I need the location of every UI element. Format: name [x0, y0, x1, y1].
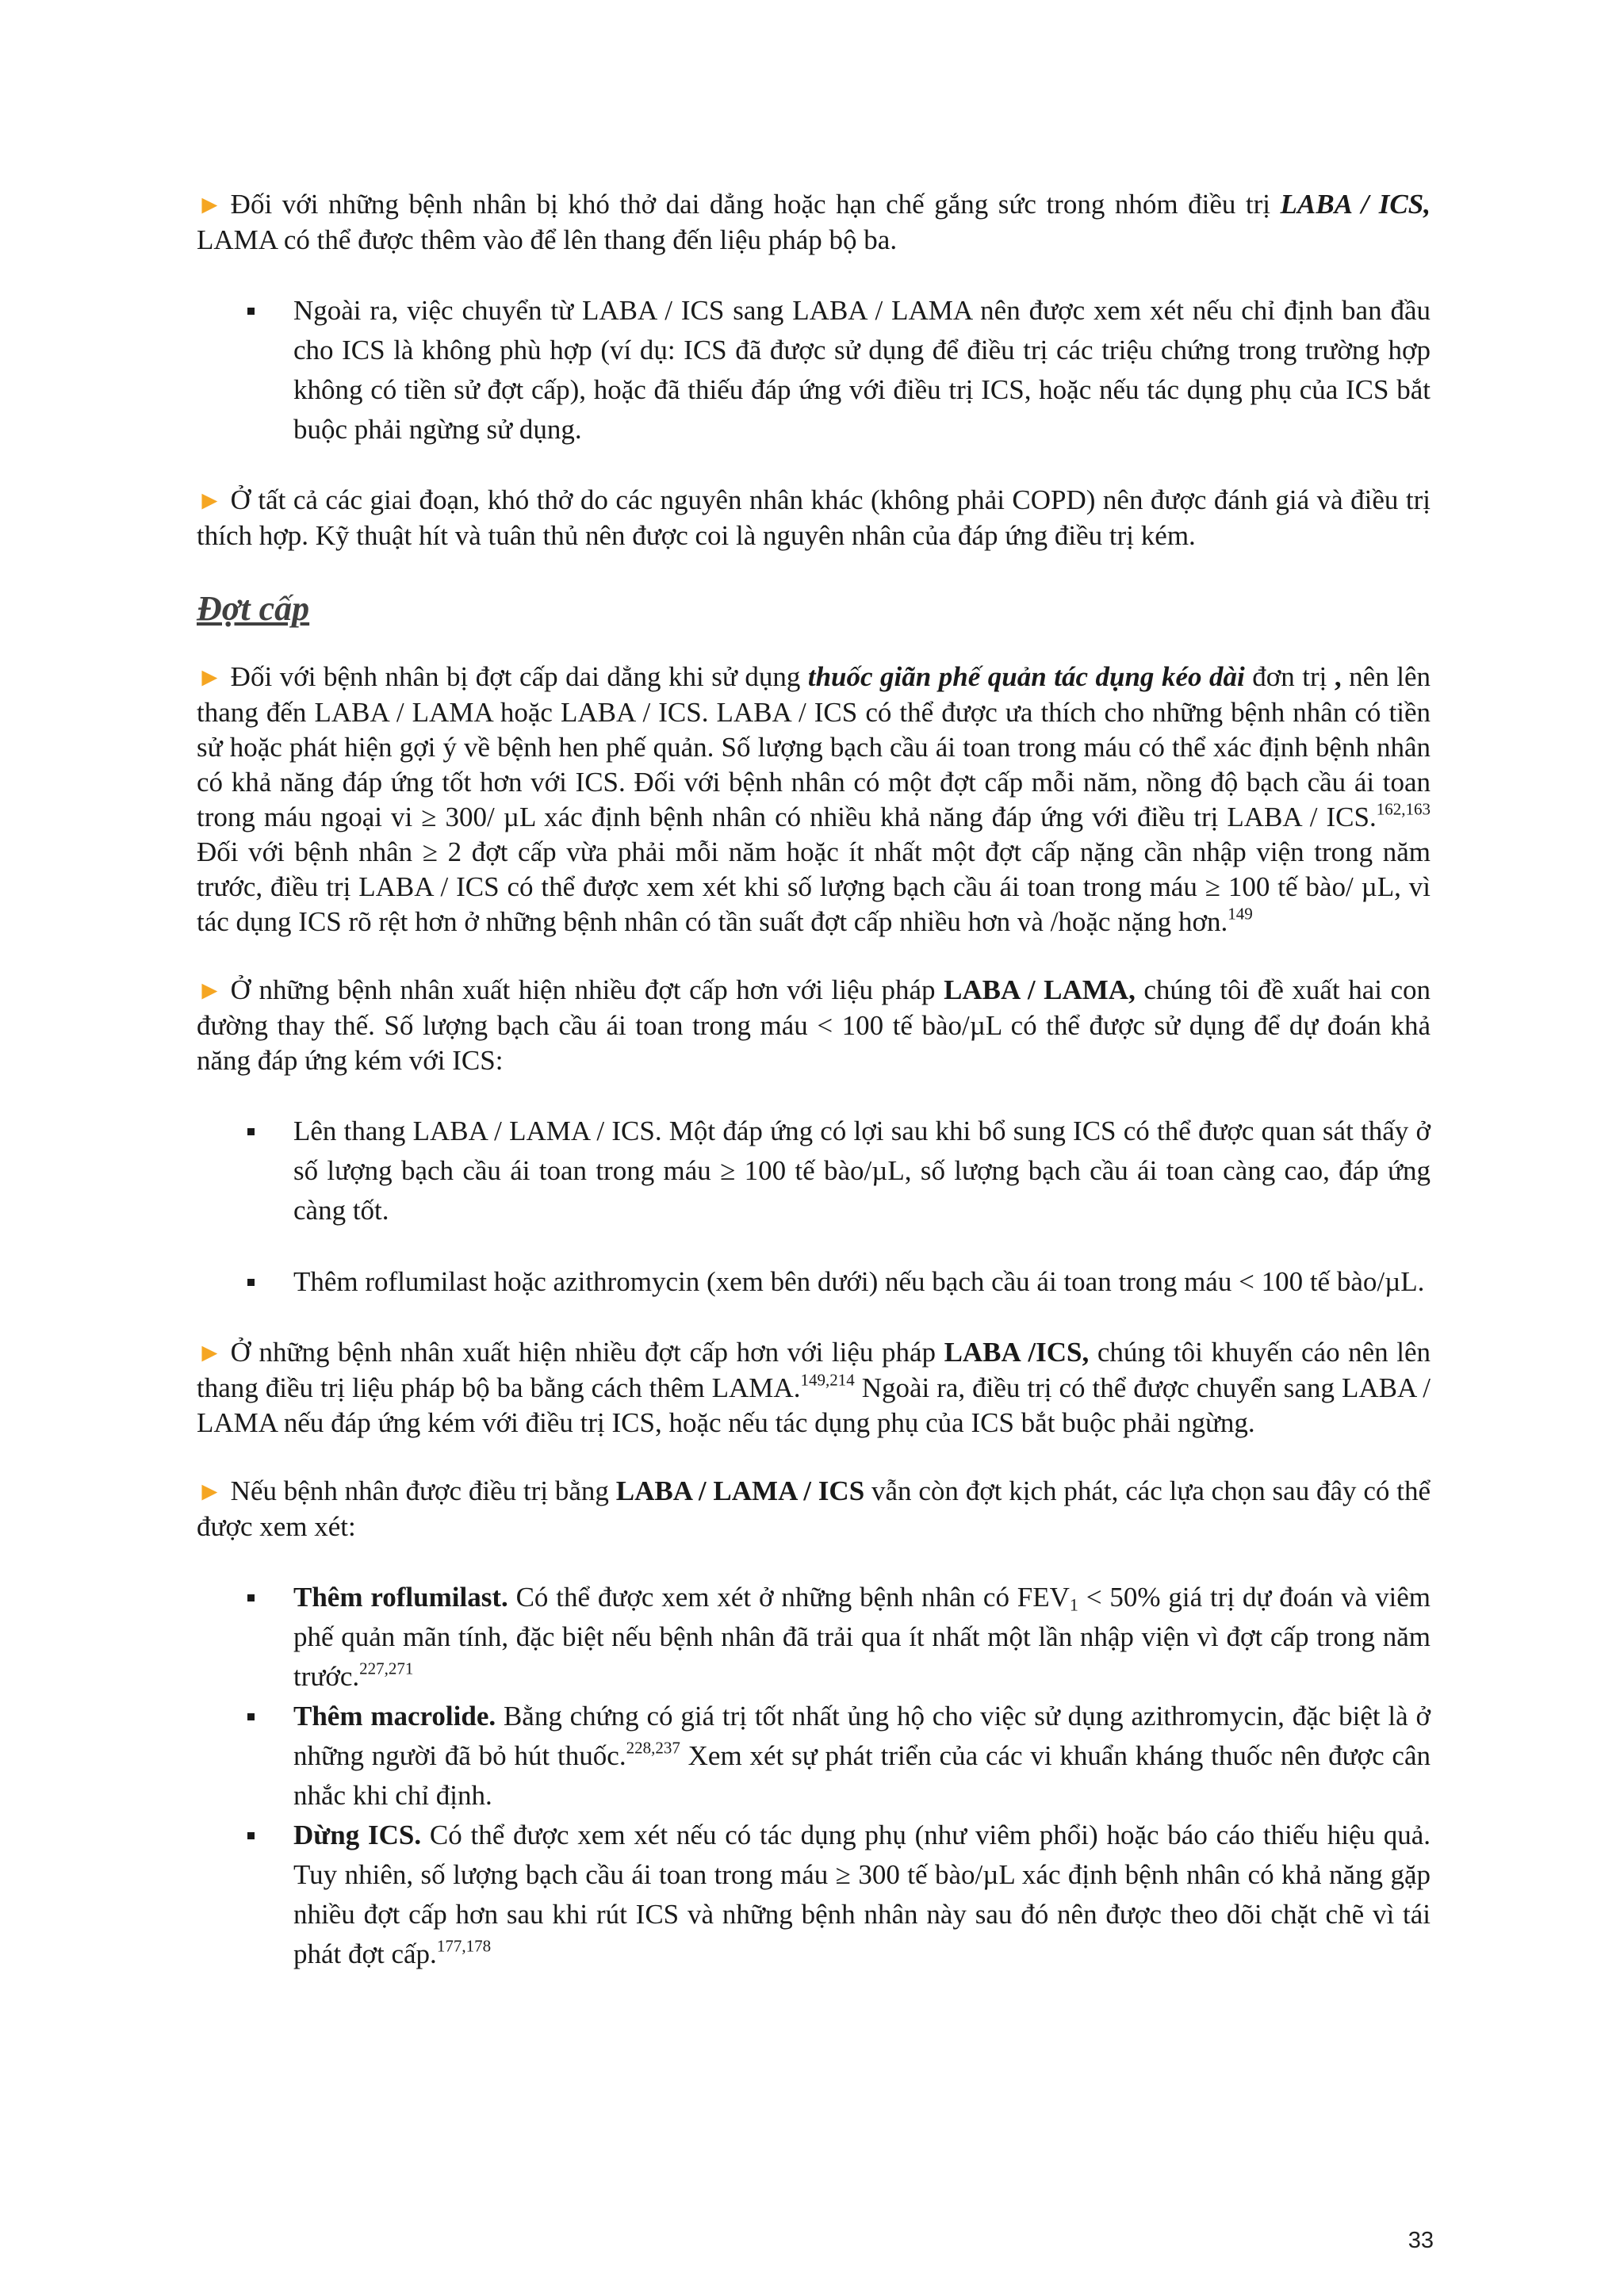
square-bullet-icon — [247, 1279, 255, 1286]
emphasis-text: , — [1334, 661, 1342, 692]
square-bullet-icon — [247, 308, 255, 315]
text: Ở những bệnh nhân xuất hiện nhiều đợt cấp hơn với liệu pháp — [230, 974, 944, 1005]
list-item — [197, 1816, 1431, 1974]
document-page — [197, 187, 1431, 2007]
text: Bằng chứng có giá trị tốt nhất ủng hộ cho việc sử dụng azithromycin, đặc biệt là ở những người đã bỏ hút thuốc. — [293, 1701, 1431, 1771]
citation-ref: 149,214 — [800, 1370, 855, 1390]
list-item-text: Ngoài ra, việc chuyển từ LABA / ICS sang LABA / LAMA nên được xem xét nếu chỉ định ban đầu cho ICS là không phù hợp (ví dụ: ICS đã được sử dụng để điều trị các triệu chứng trong trường hợp không có tiền sử đợt cấp), hoặc đã thiếu đáp ứng với điều trị ICS, hoặc nếu tác dụng phụ của ICS bắt buộc phải ngừng sử dụng. — [293, 295, 1431, 445]
list-item — [197, 291, 1431, 450]
text: Ngoài ra, điều trị có thể được chuyển sang LABA / LAMA nếu đáp ứng kém với điều trị ICS, hoặc nếu tác dụng phụ của ICS bắt buộc phải ngừng. — [197, 1372, 1431, 1438]
citation-ref: 228,237 — [626, 1738, 680, 1758]
square-bullet-icon — [247, 1594, 255, 1601]
arrow-bullet-icon: ► — [197, 1339, 223, 1368]
square-bullet-icon — [247, 1832, 255, 1839]
text: LAMA có thể được thêm vào để lên thang đến liệu pháp bộ ba. — [197, 224, 898, 255]
paragraph-triple-therapy — [197, 1474, 1431, 1544]
arrow-bullet-icon: ► — [197, 191, 223, 220]
paragraph-other-causes — [197, 483, 1431, 553]
emphasis-text: LABA / LAMA / ICS — [615, 1475, 865, 1506]
bullet-list-alternatives — [197, 1112, 1431, 1302]
list-item-text: Lên thang LABA / LAMA / ICS. Một đáp ứng có lợi sau khi bổ sung ICS có thể được quan sát thấy ở số lượng bạch cầu ái toan trong máu ≥ 100 tế bào/µL, số lượng bạch cầu ái toan càng cao, đáp ứng càng tốt. — [293, 1115, 1431, 1226]
text: nên lên thang đến LABA / LAMA hoặc LABA / ICS. LABA / ICS có thể được ưa thích cho những bệnh nhân có tiền sử hoặc phát hiện gợi ý về bệnh hen phế quản. Số lượng bạch cầu ái toan trong máu có thể xác định bệnh nhân có khả năng đáp ứng tốt hơn với ICS. Đối với bệnh nhân có một đợt cấp mỗi năm, nồng độ bạch cầu ái toan trong máu ngoại vi ≥ 300/ µL xác định bệnh nhân có nhiều khả năng đáp ứng với điều trị LABA / ICS. — [197, 661, 1431, 832]
emphasis-text: thuốc giãn phế quản tác dụng kéo dài — [807, 661, 1245, 692]
citation-ref: 177,178 — [436, 1936, 492, 1956]
text: đơn trị — [1244, 661, 1335, 692]
subscript: 1 — [1069, 1594, 1078, 1615]
citation-ref: 162,163 — [1376, 799, 1431, 819]
citation-ref: 227,271 — [359, 1659, 414, 1678]
paragraph-laba-lama — [197, 973, 1431, 1078]
text: Đối với những bệnh nhân bị khó thở dai dẳng hoặc hạn chế gắng sức trong nhóm điều trị — [230, 189, 1281, 220]
list-item-title: Thêm macrolide. — [293, 1701, 496, 1732]
text: Ở những bệnh nhân xuất hiện nhiều đợt cấp hơn với liệu pháp — [230, 1337, 944, 1368]
bullet-list-switch — [197, 291, 1431, 450]
arrow-bullet-icon: ► — [197, 977, 223, 1005]
text: Đối với bệnh nhân ≥ 2 đợt cấp vừa phải mỗi năm hoặc ít nhất một đợt cấp nặng cần nhập viện trong năm trước, điều trị LABA / ICS có thể được xem xét khi số lượng bạch cầu ái toan trong máu ≥ 100 tế bào/ µL, vì tác dụng ICS rõ rệt hơn ở những bệnh nhân có tần suất đợt cấp nhiều hơn và /hoặc nặng hơn. — [197, 836, 1431, 937]
emphasis-text: LABA / ICS, — [1280, 189, 1431, 220]
text: Xem xét sự phát triển của các vi khuẩn kháng thuốc nên được cân nhắc khi chỉ định. — [293, 1740, 1431, 1811]
arrow-bullet-icon: ► — [197, 664, 223, 692]
page-number: 33 — [1408, 2228, 1434, 2253]
citation-ref: 149 — [1228, 904, 1253, 924]
text: Nếu bệnh nhân được điều trị bằng — [230, 1475, 616, 1506]
emphasis-text: LABA / LAMA, — [944, 974, 1136, 1005]
list-item — [197, 1262, 1431, 1302]
paragraph-laba-ics — [197, 1335, 1431, 1441]
list-item — [197, 1578, 1431, 1697]
text: Đối với bệnh nhân bị đợt cấp dai dẳng khi sử dụng — [230, 661, 808, 692]
section-heading: Đợt cấp — [197, 589, 310, 628]
square-bullet-icon — [247, 1713, 255, 1720]
text: chúng tôi đề xuất hai con đường thay thế. Số lượng bạch cầu ái toan trong máu < 100 tế bào/µL có thể được sử dụng để dự đoán khả năng đáp ứng kém với ICS: — [197, 974, 1431, 1076]
emphasis-text: LABA /ICS, — [944, 1337, 1090, 1368]
text: Ở tất cả các giai đoạn, khó thở do các nguyên nhân khác (không phải COPD) nên được đánh giá và điều trị thích hợp. Kỹ thuật hít và tuân thủ nên được coi là nguyên nhân của đáp ứng điều trị kém. — [197, 484, 1431, 551]
text: Có thể được xem xét nếu có tác dụng phụ (như viêm phổi) hoặc báo cáo thiếu hiệu quả. Tuy nhiên, số lượng bạch cầu ái toan trong máu ≥ 300 tế bào/µL xác định bệnh nhân có khả năng gặp nhiều đợt cấp hơn sau khi rút ICS và những bệnh nhân này sau đó nên được theo dõi chặt chẽ vì tái phát đợt cấp. — [293, 1820, 1431, 1969]
text: < 50% giá trị dự đoán và viêm phế quản mãn tính, đặc biệt nếu bệnh nhân đã trải qua ít nhất một lần nhập viện vì đợt cấp trong năm trước. — [293, 1582, 1431, 1692]
square-bullet-icon — [247, 1128, 255, 1135]
arrow-bullet-icon: ► — [197, 487, 223, 515]
arrow-bullet-icon: ► — [197, 1478, 223, 1506]
list-item-title: Dừng ICS. — [293, 1820, 422, 1850]
paragraph-persistent-exacerbation — [197, 660, 1431, 939]
list-item — [197, 1697, 1431, 1816]
list-item-text: Thêm roflumilast hoặc azithromycin (xem bên dưới) nếu bạch cầu ái toan trong máu < 100 tế bào/µL. — [293, 1266, 1425, 1297]
bullet-list-options — [197, 1578, 1431, 1974]
text: chúng tôi khuyến cáo nên lên thang điều trị liệu pháp bộ ba bằng cách thêm LAMA. — [197, 1337, 1431, 1403]
list-item — [197, 1112, 1431, 1230]
text: Có thể được xem xét ở những bệnh nhân có FEV — [508, 1582, 1070, 1613]
paragraph-dyspnea-laba-ics — [197, 187, 1431, 258]
text: vẫn còn đợt kịch phát, các lựa chọn sau đây có thể được xem xét: — [197, 1475, 1431, 1542]
list-item-title: Thêm roflumilast. — [293, 1582, 508, 1613]
